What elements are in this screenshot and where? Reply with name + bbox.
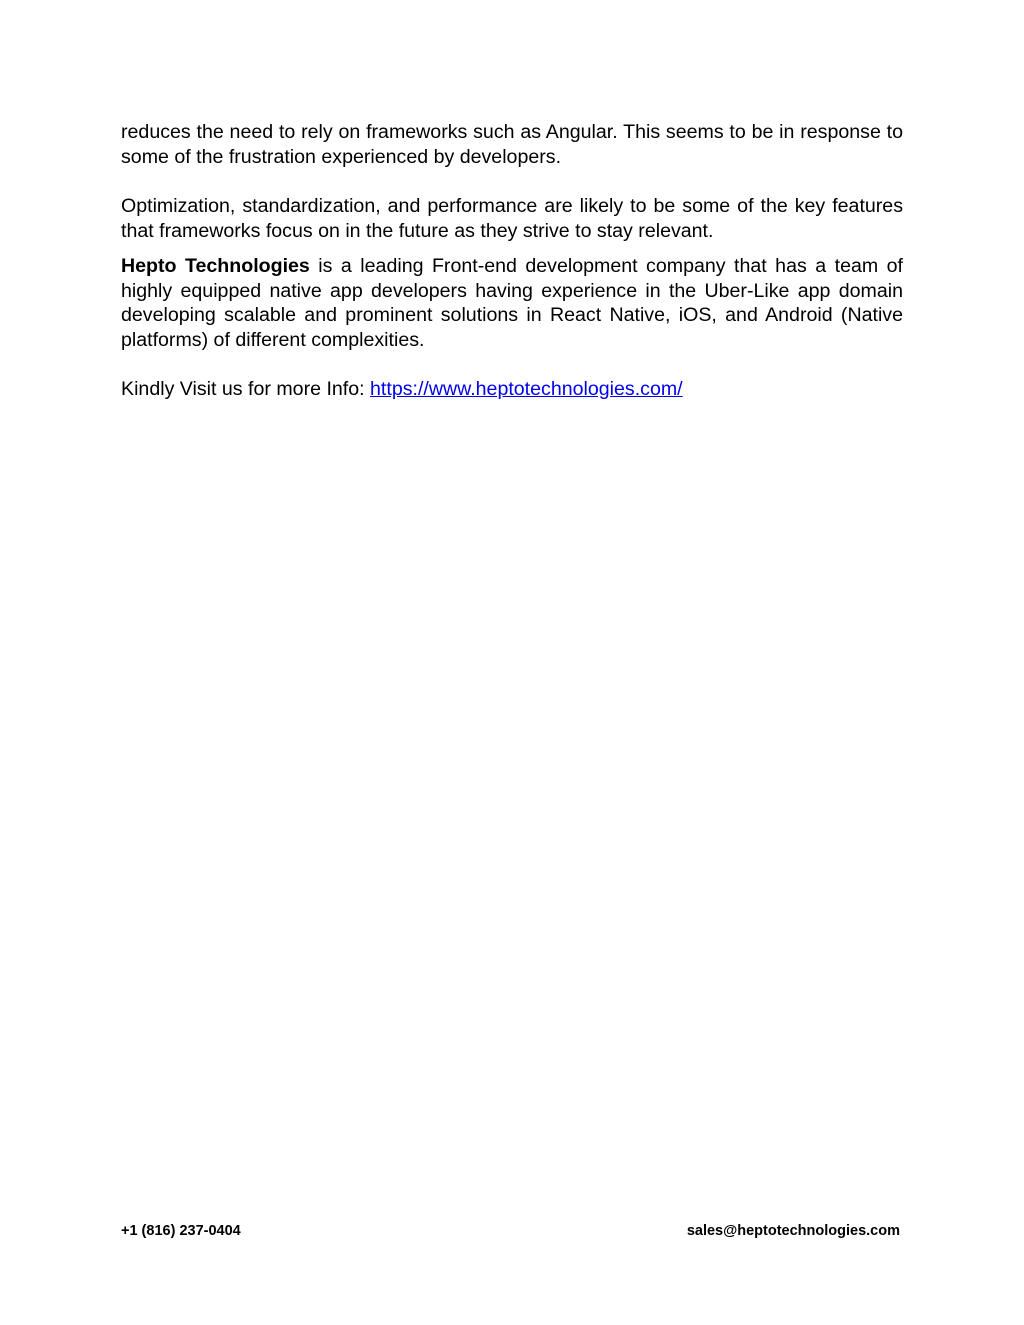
website-link[interactable]: https://www.heptotechnologies.com/ [370, 378, 683, 400]
footer-email: sales@heptotechnologies.com [686, 1223, 900, 1239]
paragraph-optimization: Optimization, standardization, and performance are likely to be some of the key features that frameworks focus on in the future as they strive to stay relevant. [121, 195, 903, 242]
company-description-text: is a leading Front-end development company that has a team of highly equipped native app developers having experience in the Uber-Like app domain developing scalable and prominent solutions in React Native, iOS, and Android (Native platforms) of different complexities. [121, 255, 903, 351]
paragraph-visit-us [121, 377, 903, 402]
paragraph-company-description [121, 254, 903, 352]
company-name: Hepto Technologies [121, 255, 310, 277]
visit-us-label: Kindly Visit us for more Info: [121, 378, 371, 400]
paragraph-frameworks-intro: reduces the need to rely on frameworks such as Angular. This seems to be in response to some of the frustration experienced by developers. [121, 121, 903, 168]
document-body [121, 120, 903, 402]
footer-phone: +1 (816) 237-0404 [121, 1223, 241, 1239]
